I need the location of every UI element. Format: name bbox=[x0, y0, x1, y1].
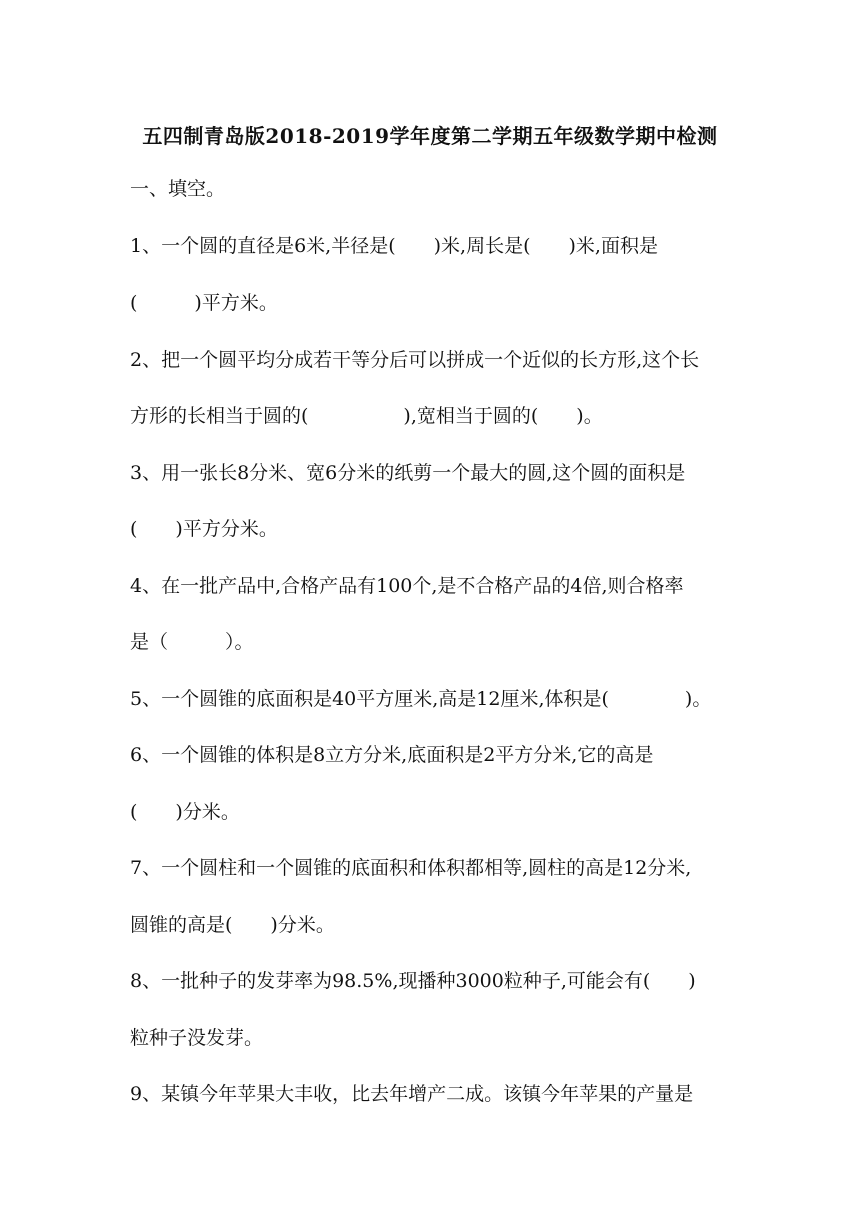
question-6-line-2: ( )分米。 bbox=[130, 801, 240, 823]
question-4-line-1: 4、在一批产品中,合格产品有100个,是不合格产品的4倍,则合格率 bbox=[130, 575, 684, 597]
question-3-line-1: 3、用一张长8分米、宽6分米的纸剪一个最大的圆,这个圆的面积是 bbox=[130, 462, 686, 484]
document-title: 五四制青岛版2018-2019学年度第二学期五年级数学期中检测 bbox=[142, 124, 718, 148]
question-4-line-2: 是（ ）。 bbox=[130, 631, 254, 653]
question-8-line-1: 8、一批种子的发芽率为98.5%,现播种3000粒种子,可能会有( ) bbox=[130, 970, 696, 992]
question-5-line-1: 5、一个圆锥的底面积是40平方厘米,高是12厘米,体积是( )。 bbox=[130, 688, 712, 710]
question-6-line-1: 6、一个圆锥的体积是8立方分米,底面积是2平方分米,它的高是 bbox=[130, 744, 654, 766]
question-3-line-2: ( )平方分米。 bbox=[130, 518, 278, 540]
question-1-line-1: 1、一个圆的直径是6米,半径是( )米,周长是( )米,面积是 bbox=[130, 235, 658, 257]
question-2-line-2: 方形的长相当于圆的( ),宽相当于圆的( )。 bbox=[130, 405, 603, 427]
section-heading: 一、填空。 bbox=[130, 178, 226, 200]
question-1-line-2: ( )平方米。 bbox=[130, 292, 278, 314]
question-7-line-2: 圆锥的高是( )分米。 bbox=[130, 914, 335, 936]
question-7-line-1: 7、一个圆柱和一个圆锥的底面积和体积都相等,圆柱的高是12分米, bbox=[130, 857, 692, 879]
question-2-line-1: 2、把一个圆平均分成若干等分后可以拼成一个近似的长方形,这个长 bbox=[130, 349, 700, 371]
question-9-line-1: 9、某镇今年苹果大丰收，比去年增产二成。该镇今年苹果的产量是 bbox=[130, 1083, 694, 1105]
question-8-line-2: 粒种子没发芽。 bbox=[130, 1027, 264, 1049]
